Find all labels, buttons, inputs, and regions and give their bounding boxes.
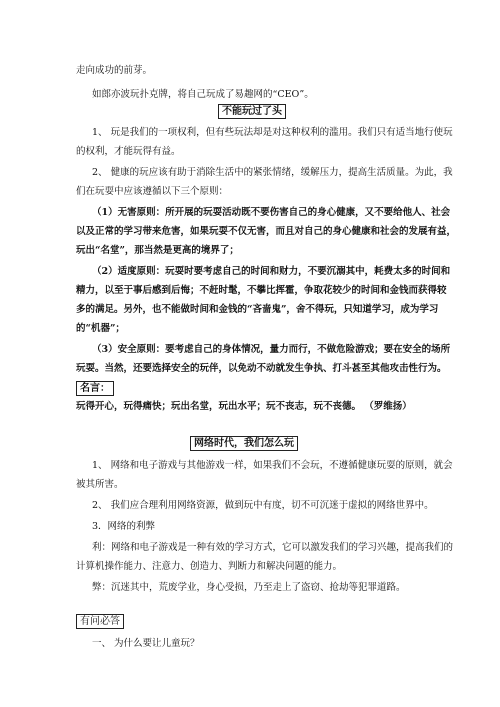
principle-line: 玩出“名堂”，那当然是更高的境界了； (76, 245, 239, 256)
text-line: 的权利，才能玩得有益。 (76, 146, 181, 157)
text-line: 1、 网络和电子游戏与其他游戏一样，如果我们不会玩，不遵循健康玩耍的原则，就会 (92, 460, 453, 471)
text-line: 3．网络的利弊 (92, 521, 156, 532)
text-line: 被其所害。 (76, 479, 124, 490)
principle-line: 精力，以至于事后感到后悔；不赶时髦，不攀比挥霍，争取花较少的时间和金钱而获得较 (76, 285, 447, 296)
text-line: 如郎亦波玩扑克牌，将自己玩成了易趣网的“CEO”。 (92, 89, 314, 100)
principle-line: （1）无害原则：所开展的玩耍活动既不要伤害自己的身心健康，又不要给他人、社会 (92, 207, 451, 218)
principle-line: （3）安全原则：要考虑自己的身体情况，量力而行，不做危险游戏；要在安全的场所 (92, 344, 451, 355)
text-line: 计算机操作能力、注意力、创造力、判断力和解决问题的能力。 (76, 561, 343, 572)
text-line: 走向成功的前芽。 (76, 65, 153, 76)
text-line: 弊：沉迷其中，荒废学业，身心受损，乃至走上了盗窃、抢劫等犯罪道路。 (92, 582, 406, 593)
text-line: 2、 健康的玩应该有助于消除生活中的紧张情绪，缓解压力，提高生活质量。为此，我 (92, 167, 453, 178)
principle-line: 玩耍。当然，还要选择安全的玩伴，以免动不动就发生争执、打斗甚至其他攻击性行为。 (76, 363, 447, 374)
principle-line: （2）适度原则：玩耍时要考虑自己的时间和财力，不要沉溺其中，耗费太多的时间和 (92, 266, 451, 277)
principle-line: 以及正常的学习带来危害，如果玩耍不仅无害，而且对自己的身心健康和社会的发展有益， (76, 226, 456, 237)
question-line: 一、 为什么要让儿童玩？ (92, 638, 200, 649)
text-line: 1、 玩是我们的一项权利，但有些玩法却是对这种权利的滥用。我们只有适当地行使玩 (92, 127, 453, 138)
text-line: 2、 我们应合理利用网络资源，做到玩中有度，切不可沉迷于虚拟的网络世界中。 (92, 500, 434, 511)
quote-label: 名言： (76, 381, 114, 396)
principle-line: 多的满足。另外，也不能做时间和金钱的“吝啬鬼”，舍不得玩，只知道学习，成为学习 (76, 304, 439, 315)
section-heading-play-not-excess: 不能玩过了头 (218, 104, 286, 119)
text-line: 们在玩耍中应该遵循以下三个原则： (76, 186, 229, 197)
principle-line: 的“机器”； (76, 323, 125, 334)
quote-text: 玩得开心，玩得痛快；玩出名堂，玩出水平；玩不丧志，玩不丧德。 （罗维扬） (76, 401, 412, 412)
section-heading-network-era: 网络时代，我们怎么玩 (190, 436, 298, 451)
section-heading-qa: 有问必答 (76, 614, 124, 629)
text-line: 利：网络和电子游戏是一种有效的学习方式，它可以激发我们的学习兴趣，提高我们的 (92, 542, 454, 553)
